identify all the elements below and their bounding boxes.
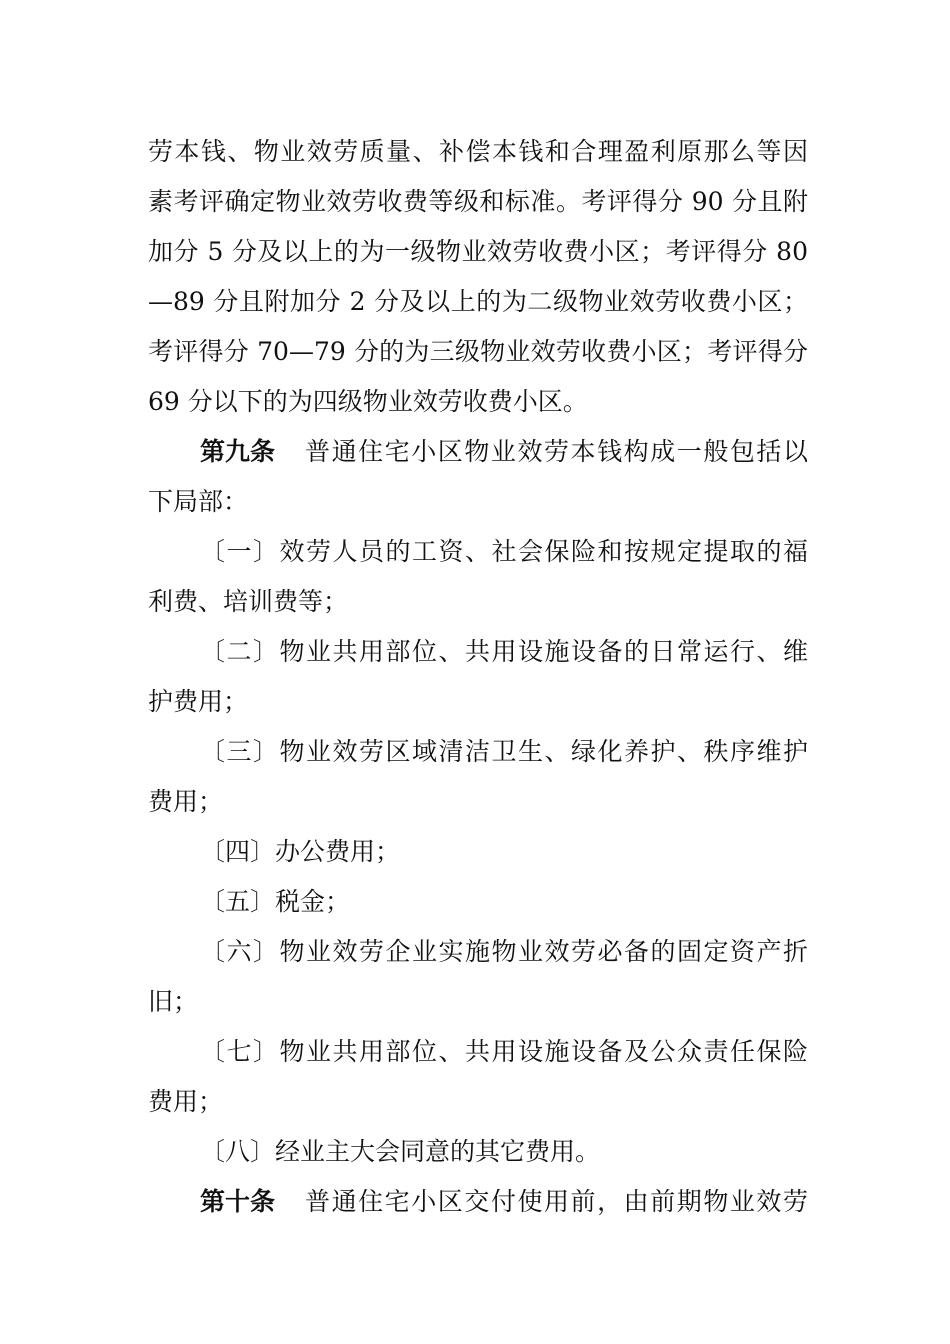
- article-9-first-line: [148, 427, 808, 477]
- article-9-heading: 第九条: [200, 437, 276, 466]
- paragraph-line: 下局部：: [148, 487, 249, 516]
- article-10-first-line: [148, 1177, 808, 1227]
- article-10-heading: 第十条: [200, 1187, 276, 1216]
- list-item-8: 〔八〕经业主大会同意的其它费用。: [200, 1137, 601, 1166]
- list-item-5: 〔五〕税金；: [200, 887, 351, 916]
- list-item-7: 〔七〕物业共用部位、共用设施设备及公众责任保险: [200, 1037, 808, 1066]
- paragraph-line: 旧；: [148, 987, 199, 1016]
- list-item-4: 〔四〕办公费用；: [200, 837, 401, 866]
- list-item-3: 〔三〕物业效劳区域清洁卫生、绿化养护、秩序维护: [200, 737, 808, 766]
- paragraph-line: 69 分以下的为四级物业效劳收费小区。: [148, 387, 588, 416]
- list-item-1: 〔一〕效劳人员的工资、社会保险和按规定提取的福: [200, 537, 808, 566]
- paragraph-line: 费用；: [148, 1087, 224, 1116]
- paragraph-line: 费用；: [148, 787, 224, 816]
- paragraph-line: 考评得分 70—79 分的为三级物业效劳收费小区；考评得分: [148, 337, 808, 366]
- document-body: [148, 127, 808, 1227]
- paragraph-line: 素考评确定物业效劳收费等级和标准。考评得分 90 分且附: [148, 187, 808, 216]
- paragraph-line: 劳本钱、物业效劳质量、补偿本钱和合理盈利原那么等因: [148, 137, 808, 166]
- article-9-text: 普通住宅小区物业效劳本钱构成一般包括以: [305, 437, 808, 466]
- paragraph-line: 加分 5 分及以上的为一级物业效劳收费小区；考评得分 80: [148, 237, 808, 266]
- paragraph-line: 护费用；: [148, 687, 249, 716]
- paragraph-line: 利费、培训费等；: [148, 587, 349, 616]
- paragraph-line: —89 分且附加分 2 分及以上的为二级物业效劳收费小区；: [148, 287, 808, 316]
- article-10-text: 普通住宅小区交付使用前，由前期物业效劳: [305, 1187, 808, 1216]
- list-item-6: 〔六〕物业效劳企业实施物业效劳必备的固定资产折: [200, 937, 808, 966]
- list-item-2: 〔二〕物业共用部位、共用设施设备的日常运行、维: [200, 637, 808, 666]
